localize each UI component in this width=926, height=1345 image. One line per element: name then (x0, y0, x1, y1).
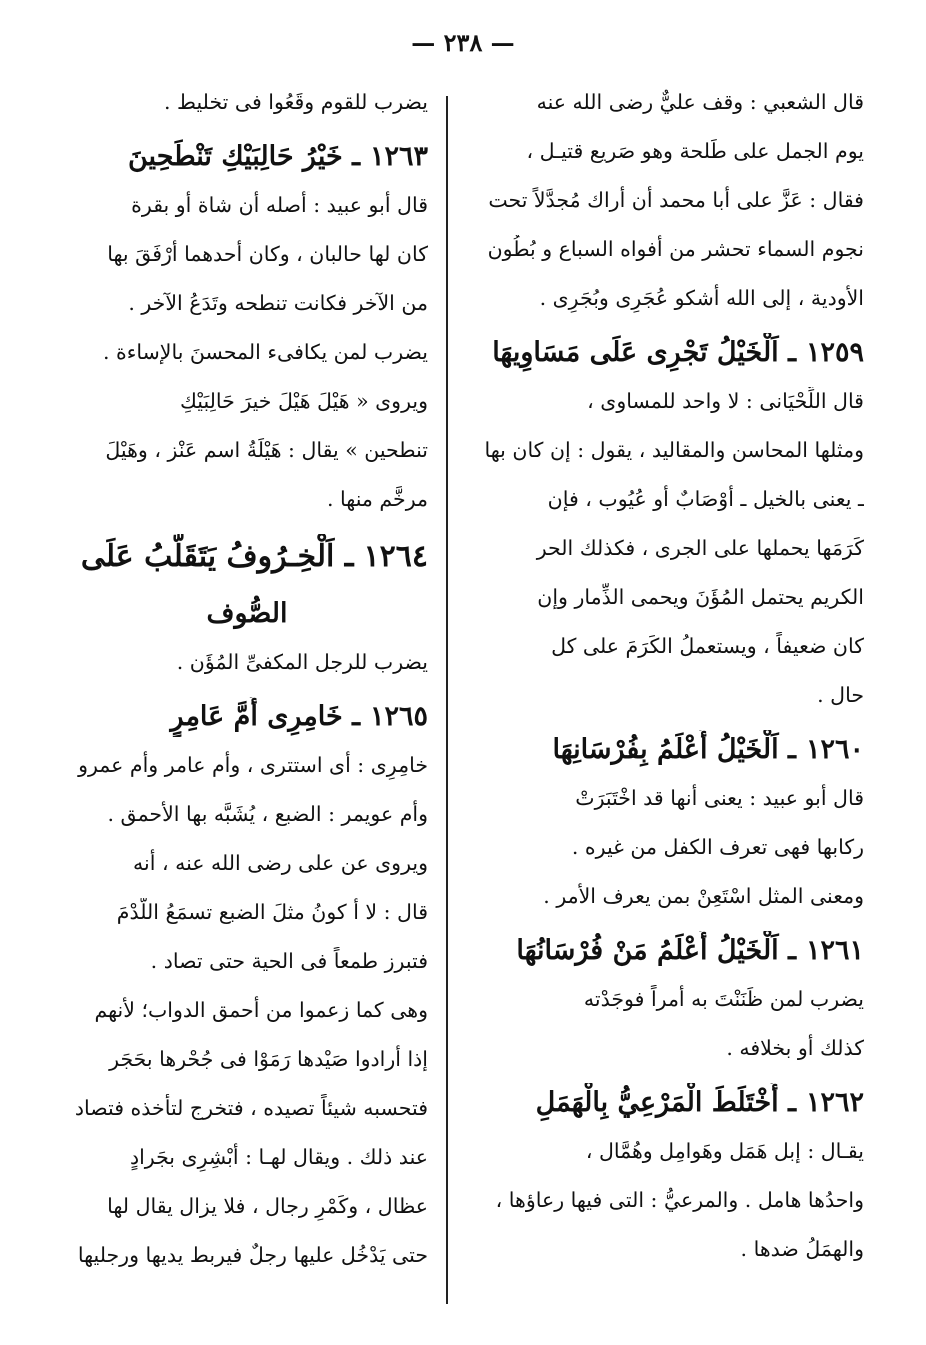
text-line: قال أبو عبيد : أصله أن شاة أو بقرة (131, 193, 428, 217)
text-line: يضرب للقوم وقَعُوا فى تخليط . (163, 90, 428, 114)
text-line: كذلك أو بخلافه . (726, 1036, 864, 1060)
text-line: قال : لا أ كونُ مثلَ الضبع تسمَعُ اللَّدْمَ (116, 900, 428, 924)
text-line: يضرب للرجل المكفىِّ المُؤَن . (176, 650, 428, 674)
left-column (66, 88, 428, 1290)
text-line: مرخَّم منها . (326, 487, 428, 511)
text-line: والهمَلُ ضدها . (740, 1237, 864, 1261)
proverb-number: ١٢٦٣ (369, 141, 428, 172)
proverb-heading (472, 1083, 864, 1123)
text-line: فتحسبه شيئاً تصيده ، فتخرج لتأخذه فتصاد (74, 1096, 428, 1120)
text-line: تنطحين » يقال : هَيْلَةُ اسم عَنْز ، وهَيْلَ (105, 438, 428, 462)
text-line: ـ يعنى بالخيل ـ أوْصَابٌ أو عُيُوب ، فإن (547, 487, 864, 511)
text-line: حال . (817, 683, 864, 707)
text-line: فتبرز طمعاً فى الحية حتى تصاد . (150, 949, 428, 973)
proverb-text: ـ اَلْخَيْلُ أَعْلَمُ مَنْ فُرْسَانُهَا (516, 935, 796, 966)
right-column (472, 88, 864, 1284)
text-line: عند ذلك . ويقال لهـا : أبْشِرِى بجَرادٍ (129, 1145, 428, 1169)
text-line: كَرَمَها يحملها على الجرى ، فكذلك الحر (536, 536, 864, 560)
text-line: ومعنى المثل اسْتَعِنْ بمن يعرف الأمر . (543, 884, 864, 908)
text-line: إذا أرادوا صَيْدها رَمَوْا فى جُحْرها بحَجَر (109, 1047, 428, 1071)
proverb-text: ـ خَيْرُ حَالِبَيْكِ تَنْطَحِينَ (128, 141, 360, 172)
proverb-number: ١٢٦٢ (805, 1087, 864, 1118)
text-line: من الآخر فكانت تنطحه وتَدَعُ الآخر . (128, 291, 428, 315)
text-line: قال أبو عبيد : يعنى أنها قد اخْتَبَرَتْ (575, 786, 864, 810)
proverb-heading (472, 730, 864, 770)
text-line: كان ضعيفاً ، ويستعملُ الكَرَمَ على كل (551, 634, 864, 658)
text-line: كان لها حالبان ، وكان أحدهما أرْفَقَ بها (107, 242, 428, 266)
proverb-heading (472, 931, 864, 971)
text-line: يضرب لمن يكافىء المحسنَ بالإساءة . (102, 340, 428, 364)
text-line: فقال : عَزَّ على أبا محمد أن أراك مُجدَّلاً تحت (488, 188, 864, 212)
proverb-heading (66, 534, 428, 580)
proverb-heading (472, 333, 864, 373)
text-line: يوم الجمل على طَلحة وهو صَريع قتيـل ، (526, 139, 864, 163)
column-divider (446, 96, 448, 1304)
text-line: وأم عويمر : الضبع ، يُشَبَّه بها الأحمق . (107, 802, 428, 826)
page-number: — ٢٣٨ — (411, 28, 515, 57)
text-line: ركابها فهى تعرف الكفل من غيره . (571, 835, 864, 859)
text-line: قال اللِّحْيَانى : لا واحد للمساوى ، (587, 389, 864, 413)
text-line: نجوم السماء تحشر من أفواه السباع و بُطُون (487, 237, 864, 261)
proverb-text: ـ اَلْخَيْلُ تَجْرِى عَلَى مَسَاوِيهَا (492, 337, 796, 368)
proverb-heading (66, 137, 428, 177)
proverb-heading (66, 697, 428, 737)
text-line: قال الشعبي : وقف عليٌّ رضى الله عنه (536, 90, 864, 114)
proverb-text: الصُّوف (206, 598, 288, 629)
text-line: وهى كما زعموا من أحمق الدواب؛ لأنهم (94, 998, 428, 1022)
text-line: حتى يَدْخُل عليها رجلٌ فيربط يديها ورجليها (77, 1243, 428, 1267)
text-line: يقـال : إبل هَمَل وهَوامِل وهُمَّال ، (585, 1139, 864, 1163)
text-line: عظال ، وكَمْرِ رجال ، فلا يزال يقال لها (107, 1194, 428, 1218)
text-line: الكريم يحتمل المُؤَنَ ويحمى الذِّمار وإن (537, 585, 864, 609)
proverb-number: ١٢٦٥ (369, 701, 428, 732)
proverb-number: ١٢٦٤ (363, 539, 428, 574)
text-line: خامِرِى : أى استترى ، وأم عامر وأم عمرو (78, 753, 428, 777)
proverb-text: ـ أُخْتَلَطَ الْمَرْعِيُّ بِالْهَمَلِ (535, 1087, 796, 1118)
proverb-number: ١٢٦٠ (805, 734, 864, 765)
text-line: ومثلها المحاسن والمقاليد ، يقول : إن كان بها (484, 438, 864, 462)
proverb-text: ـ خَامِرِى أُمَّ عَامِرٍ (170, 701, 360, 732)
text-line: يضرب لمن ظَنَنْتَ به أمراً فوجَدْته (583, 987, 864, 1011)
proverb-text: ـ اَلْخِـرُوفُ يَتَقَلَّبُ عَلَى (80, 539, 354, 574)
proverb-heading (66, 594, 428, 634)
proverb-text: ـ اَلْخَيْلُ أَعْلَمُ بِفُرْسَانِهَا (552, 734, 796, 765)
text-line: الأودية ، إلى الله أشكو عُجَرِى وبُجَرِى . (539, 286, 864, 310)
proverb-number: ١٢٥٩ (805, 337, 864, 368)
proverb-number: ١٢٦١ (805, 935, 864, 966)
text-line: ويروى « هَيْلَ هَيْلَ خيرَ حَالِبَيْكِ (179, 389, 428, 413)
text-line: ويروى عن على رضى الله عنه ، أنه (133, 851, 428, 875)
text-line: واحدُها هامل . والمرعيُّ : التى فيها رعاؤها ، (495, 1188, 864, 1212)
